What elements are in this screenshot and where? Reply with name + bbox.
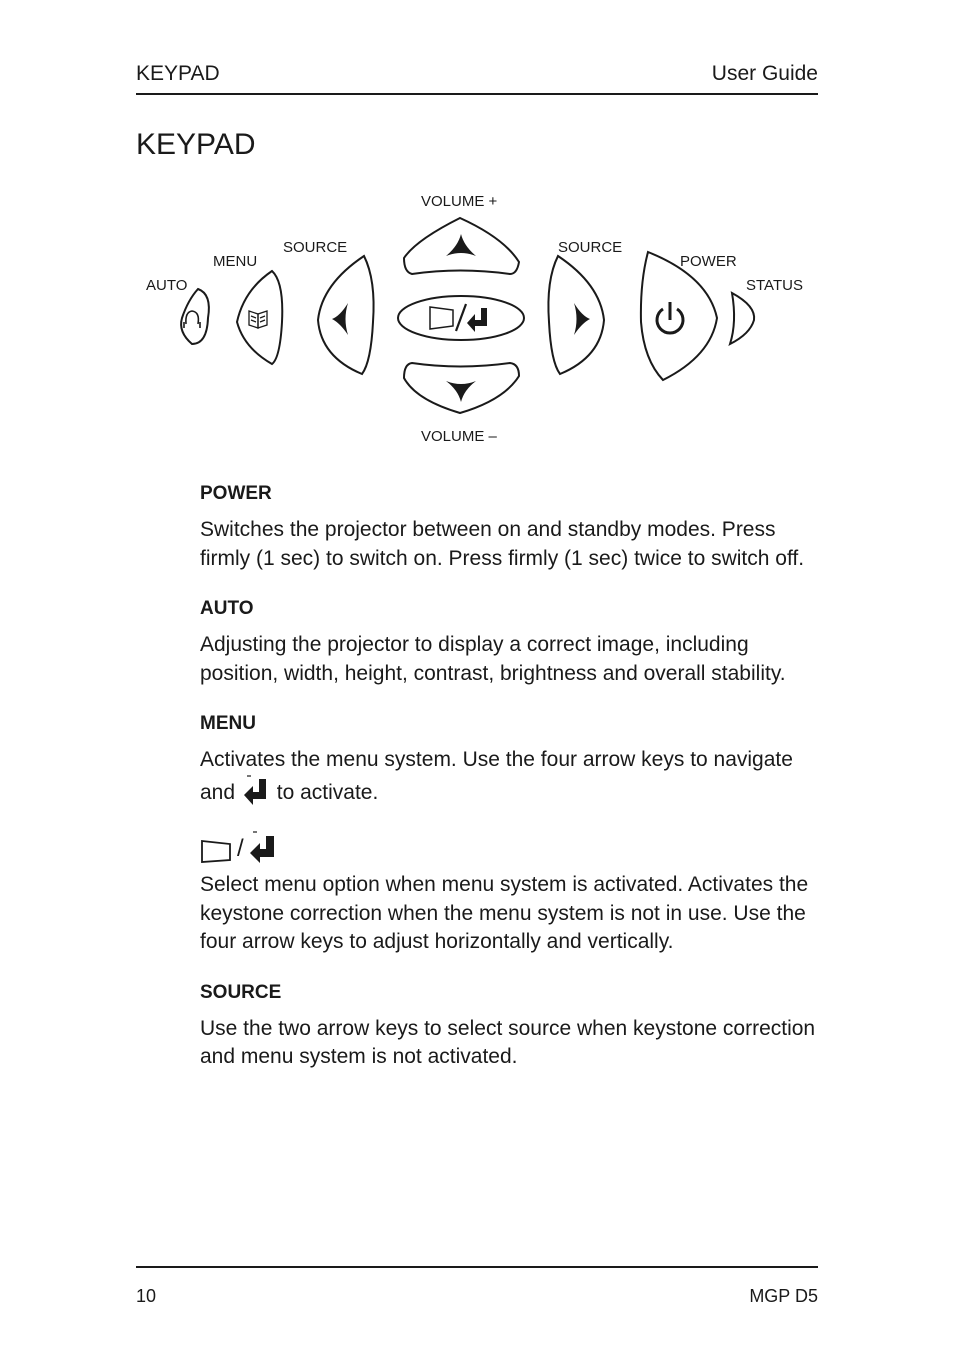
source-right-button xyxy=(548,256,604,374)
page-number: 10 xyxy=(136,1286,157,1306)
footer-model: MGP D5 xyxy=(749,1286,818,1306)
volume-up-button xyxy=(404,218,519,274)
section-auto xyxy=(200,595,820,688)
section-heading: MENU xyxy=(200,713,256,734)
icon-separator: / xyxy=(237,835,244,862)
section-heading: POWER xyxy=(200,483,272,504)
section-body: Adjusting the projector to display a correct image, including position, width, height, contrast, brightness and overall stability. xyxy=(200,633,786,685)
key-descriptions xyxy=(200,480,820,1072)
menu-button xyxy=(237,271,282,364)
header-doc-title: User Guide xyxy=(711,62,818,85)
label-volume-down: VOLUME – xyxy=(421,428,497,445)
section-keystone-enter xyxy=(200,829,820,957)
source-left-button xyxy=(318,256,374,374)
label-volume-up: VOLUME + xyxy=(421,193,498,210)
status-button xyxy=(730,293,754,344)
keypad-diagram xyxy=(136,182,818,452)
keystone-icon xyxy=(200,837,232,863)
auto-button xyxy=(181,289,209,344)
enter-keystone-button xyxy=(398,296,524,340)
label-menu: MENU xyxy=(213,253,258,270)
section-body: Use the two arrow keys to select source when keystone correction and menu system is not activated. xyxy=(200,1016,816,1068)
label-auto: AUTO xyxy=(146,277,188,294)
section-source xyxy=(200,979,820,1072)
section-heading-icons xyxy=(200,829,820,863)
header-rule xyxy=(136,93,818,95)
footer-rule xyxy=(136,1266,818,1268)
menu-body-after: to activate. xyxy=(276,780,379,804)
section-body: Switches the projector between on and standby modes. Press firmly (1 sec) to switch on. Press firmly (1 sec) twice to switch off. xyxy=(200,518,805,570)
section-body: Select menu option when menu system is activated. Activates the keystone correction when the menu system is not in use. Use the four arrow keys to adjust horizontally and vertically. xyxy=(200,873,809,953)
label-power: POWER xyxy=(680,253,737,270)
power-button xyxy=(641,252,717,380)
header-section: KEYPAD xyxy=(136,62,220,85)
section-heading: SOURCE xyxy=(200,981,282,1003)
label-source-right: SOURCE xyxy=(558,239,623,256)
volume-down-button xyxy=(404,363,519,413)
enter-icon xyxy=(243,775,269,805)
enter-icon xyxy=(249,831,277,863)
section-heading: AUTO xyxy=(200,598,254,619)
menu-body-before: Activates the menu system. Use the four arrow keys to navigate and xyxy=(200,748,793,804)
label-status: STATUS xyxy=(746,277,803,294)
page-title: KEYPAD xyxy=(136,128,256,161)
section-power xyxy=(200,480,820,573)
label-source-left: SOURCE xyxy=(283,239,348,256)
section-body xyxy=(200,746,820,807)
section-menu xyxy=(200,710,820,807)
